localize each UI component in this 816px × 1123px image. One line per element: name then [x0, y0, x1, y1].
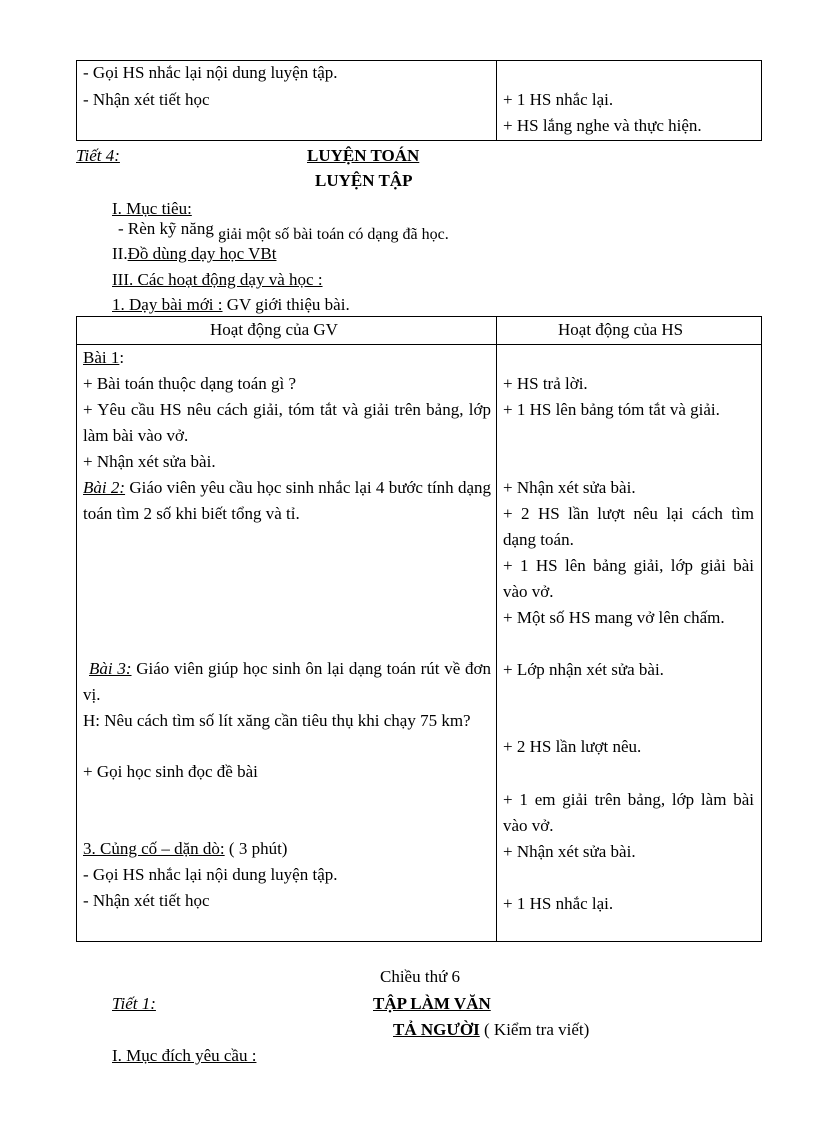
hs-1: + HS trả lời.	[503, 374, 588, 393]
friday-heading: Chiều thứ 6	[380, 967, 461, 986]
materials-prefix: II.	[112, 244, 128, 263]
gv-3: + Nhận xét sửa bài.	[83, 452, 216, 471]
top-left-line-2: - Nhận xét tiết học	[83, 90, 210, 109]
bai3-text: Giáo viên giúp học sinh ôn lại dạng toán rút về đơn vị.	[83, 659, 492, 704]
goal-prefix: - Rèn kỹ năng	[118, 219, 214, 238]
lesson4-subject: LUYỆN TOÁN	[307, 146, 420, 165]
materials-text: Đồ dùng dạy học VBt	[127, 244, 277, 263]
lesson4-goal	[118, 219, 449, 243]
lesson4-activities: III. Các hoạt động dạy và học :	[112, 270, 323, 289]
cungco-heading	[83, 839, 287, 859]
activity-table-header-rule	[76, 344, 762, 345]
hs-5: + 1 HS lên bảng giải, lớp giải bài vào vở.	[503, 556, 754, 601]
friday-goal-heading: I. Mục đích yêu cầu :	[112, 1046, 257, 1065]
goal-rest: giải một số bài toán có dạng đã học.	[218, 226, 449, 243]
lesson4-goal-heading: I. Mục tiêu:	[112, 199, 192, 218]
bai1-colon: :	[119, 348, 125, 367]
gv-end-1: - Gọi HS nhắc lại nội dung luyện tập.	[83, 865, 338, 884]
gv-read: + Gọi học sinh đọc đề bài	[83, 762, 258, 781]
lesson4-materials	[112, 244, 276, 264]
top-right-line-2: + HS lắng nghe và thực hiện.	[503, 116, 702, 135]
lesson4-label: Tiết 4:	[76, 146, 120, 165]
friday-subject: TẬP LÀM VĂN	[373, 994, 491, 1013]
hs-3: + Nhận xét sửa bài.	[503, 478, 636, 497]
cungco-time: ( 3 phút)	[228, 839, 288, 858]
hs-7: + Lớp nhận xét sửa bài.	[503, 660, 664, 679]
bai1-heading	[83, 348, 124, 368]
intro-text: GV giới thiệu bài.	[226, 295, 350, 314]
top-table-divider	[496, 60, 497, 141]
bai2-block	[83, 475, 491, 527]
lesson4-title: LUYỆN TẬP	[315, 171, 413, 190]
bai2-label: Bài 2:	[83, 478, 126, 497]
hs-2: + 1 HS lên bảng tóm tắt và giải.	[503, 400, 720, 419]
hs-6: + Một số HS mang vở lên chấm.	[503, 608, 725, 627]
hs-8: + 2 HS lần lượt nêu.	[503, 737, 642, 756]
gv-2: + Yêu cầu HS nêu cách giải, tóm tắt và giải trên bảng, lớp làm bài vào vở.	[83, 400, 491, 445]
friday-lesson-label: Tiết 1:	[112, 994, 156, 1013]
bai2-text: Giáo viên yêu cầu học sinh nhắc lại 4 bước tính dạng toán tìm 2 số khi biết tổng và tỉ.	[83, 478, 491, 523]
friday-title-line	[393, 1020, 589, 1040]
friday-title-note: ( Kiểm tra viết)	[484, 1020, 590, 1039]
friday-title: TẢ NGƯỜI	[393, 1020, 480, 1039]
bai1-label: Bài 1	[83, 348, 120, 367]
gv-1: + Bài toán thuộc dạng toán gì ?	[83, 374, 297, 393]
hs-10: + Nhận xét sửa bài.	[503, 842, 636, 861]
top-left-line-1: - Gọi HS nhắc lại nội dung luyện tập.	[83, 63, 338, 82]
header-gv: Hoạt động của GV	[210, 320, 338, 339]
gv-end-2: - Nhận xét tiết học	[83, 891, 210, 910]
bai3-block	[83, 656, 491, 708]
header-hs: Hoạt động của HS	[558, 320, 684, 339]
top-right-line-1: + 1 HS nhắc lại.	[503, 90, 614, 109]
hs-11: + 1 HS nhắc lại.	[503, 894, 614, 913]
intro-label: 1. Dạy bài mới :	[112, 295, 223, 314]
bai3-label: Bài 3:	[89, 659, 132, 678]
gv-h: H: Nêu cách tìm số lít xăng cần tiêu thụ khi chạy 75 km?	[83, 711, 471, 730]
hs-4: + 2 HS lần lượt nêu lại cách tìm dạng toán.	[503, 504, 754, 549]
cungco-label: 3. Củng cố – dặn dò:	[83, 839, 225, 858]
lesson4-intro	[112, 295, 350, 315]
hs-9: + 1 em giải trên bảng, lớp làm bài vào vở.	[503, 790, 754, 835]
activity-table-divider	[496, 316, 497, 942]
